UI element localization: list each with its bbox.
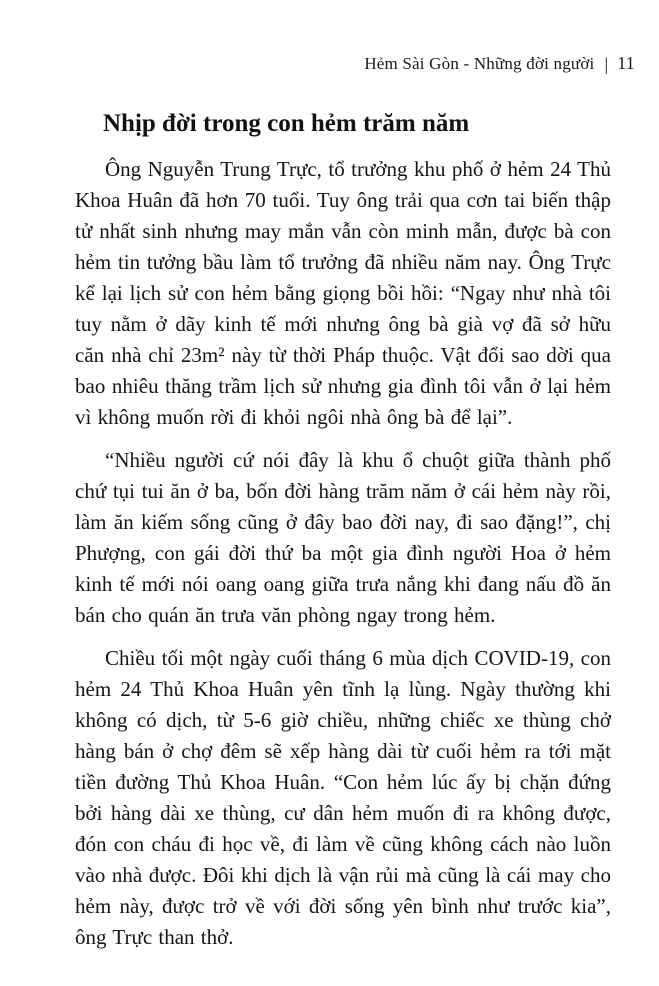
chapter-title: Nhịp đời trong con hẻm trăm năm — [103, 110, 470, 137]
running-header — [0, 0, 659, 75]
paragraph-2: “Nhiều người cứ nói đây là khu ổ chuột giữa thành phố chứ tụi tui ăn ở ba, bốn đời hàng trăm năm ở cái hẻm này rồi, làm ăn kiếm sống cũng ở đây bao đời nay, đi sao đặng!”, chị Phượng, con gái đời thứ ba một gia đình người Hoa ở hẻm kinh tế mới nói oang oang giữa trưa nắng khi đang nấu đồ ăn bán cho quán ăn trưa văn phòng ngay trong hẻm. — [75, 448, 611, 627]
running-header-book-title: Hẻm Sài Gòn - Những đời người — [364, 54, 595, 73]
header-separator-bar: | — [604, 54, 609, 74]
page-content — [75, 109, 611, 953]
page-number: 11 — [617, 53, 635, 73]
paragraph-3: Chiều tối một ngày cuối tháng 6 mùa dịch COVID-19, con hẻm 24 Thủ Khoa Huân yên tĩnh lạ lùng. Ngày thường khi không có dịch, từ 5-6 giờ chiều, những chiếc xe thùng chở hàng bán ở chợ đêm sẽ xếp hàng dài từ cuối hẻm ra tới mặt tiền đường Thủ Khoa Huân. “Con hẻm lúc ấy bị chặn đứng bởi hàng dài xe thùng, cư dân hẻm muốn đi ra không được, đón con cháu đi học về, đi làm về cũng không cách nào luồn vào nhà được. Đôi khi dịch là vận rủi mà cũng là cái may cho hẻm này, được trở về với đời sống yên bình như trước kia”, ông Trực than thở. — [75, 646, 611, 949]
paragraph-1: Ông Nguyễn Trung Trực, tổ trưởng khu phố ở hẻm 24 Thủ Khoa Huân đã hơn 70 tuổi. Tuy ông trải qua cơn tai biến thập tử nhất sinh nhưng may mắn vẫn còn minh mẫn, được bà con hẻm tin tưởng bầu làm tổ trưởng đã nhiều năm nay. Ông Trực kể lại lịch sử con hẻm bằng giọng bồi hồi: “Ngay như nhà tôi tuy nằm ở dãy kinh tế mới nhưng ông bà già vợ đã sở hữu căn nhà chỉ 23m² này từ thời Pháp thuộc. Vật đổi sao dời qua bao nhiêu thăng trầm lịch sử nhưng gia đình tôi vẫn ở lại hẻm vì không muốn rời đi khỏi ngôi nhà ông bà để lại”. — [75, 157, 611, 429]
